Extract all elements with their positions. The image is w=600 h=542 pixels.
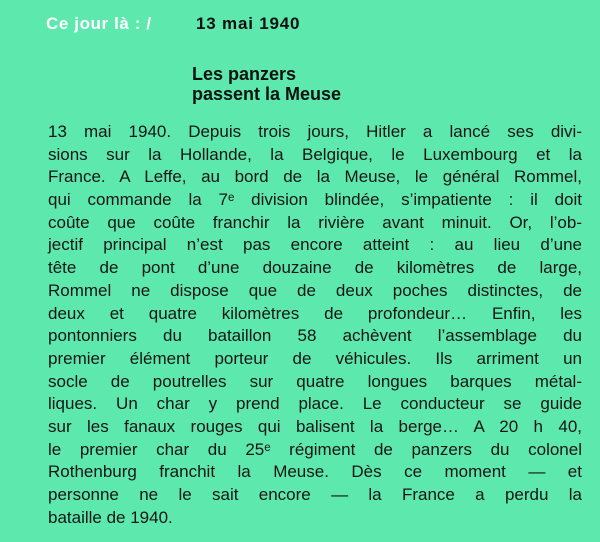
article-line: premier élément porteur de véhicules. Ils arriment un: [48, 348, 582, 368]
section-label: Ce jour là : /: [46, 14, 152, 33]
header-date: 13 mai 1940: [196, 14, 301, 33]
article-line: Rothenburg franchit la Meuse. Dès ce moment — et: [48, 462, 582, 482]
article-line: personne ne le sait encore — la France a perdu la: [48, 485, 582, 504]
article-title-line-1: Les panzers: [192, 64, 297, 84]
article-line: socle de poutrelles sur quatre longues barques métal-: [48, 371, 582, 391]
article-line: pontonniers du bataillon 58 achèvent l’assemblage du: [48, 326, 582, 346]
article-line: sur les fanaux rouges qui balisent la berge… A 20 h 40,: [48, 416, 582, 436]
article-title: [192, 64, 492, 104]
article-line: tête de pont d’une douzaine de kilomètres de large,: [48, 258, 582, 278]
page-header: [0, 0, 600, 52]
article-line: deux et quatre kilomètres de profondeur… Enfin, les: [48, 303, 582, 323]
article-line: le premier char du 25ᵉ régiment de panzers du colonel: [48, 439, 582, 459]
article-line: bataille de 1940.: [48, 507, 173, 527]
article-line: qui commande la 7ᵉ division blindée, s’impatiente : il doit: [48, 190, 582, 210]
article-line: jectif principal n’est pas encore atteint : au lieu d’une: [48, 235, 582, 255]
article-line: France. A Leffe, au bord de la Meuse, le général Rommel,: [48, 167, 582, 187]
article-line: liques. Un char y prend place. Le conducteur se guide: [48, 394, 582, 414]
article-line: Rommel ne dispose que de deux poches distinctes, de: [48, 280, 582, 300]
article-body: [48, 121, 582, 529]
article-line: sions sur la Hollande, la Belgique, le Luxembourg et la: [48, 144, 582, 164]
article-title-line-2: passent la Meuse: [192, 84, 342, 104]
article-line: 13 mai 1940. Depuis trois jours, Hitler a lancé ses divi-: [48, 122, 582, 141]
article-line: coûte que coûte franchir la rivière avant minuit. Or, l’ob-: [48, 212, 582, 232]
